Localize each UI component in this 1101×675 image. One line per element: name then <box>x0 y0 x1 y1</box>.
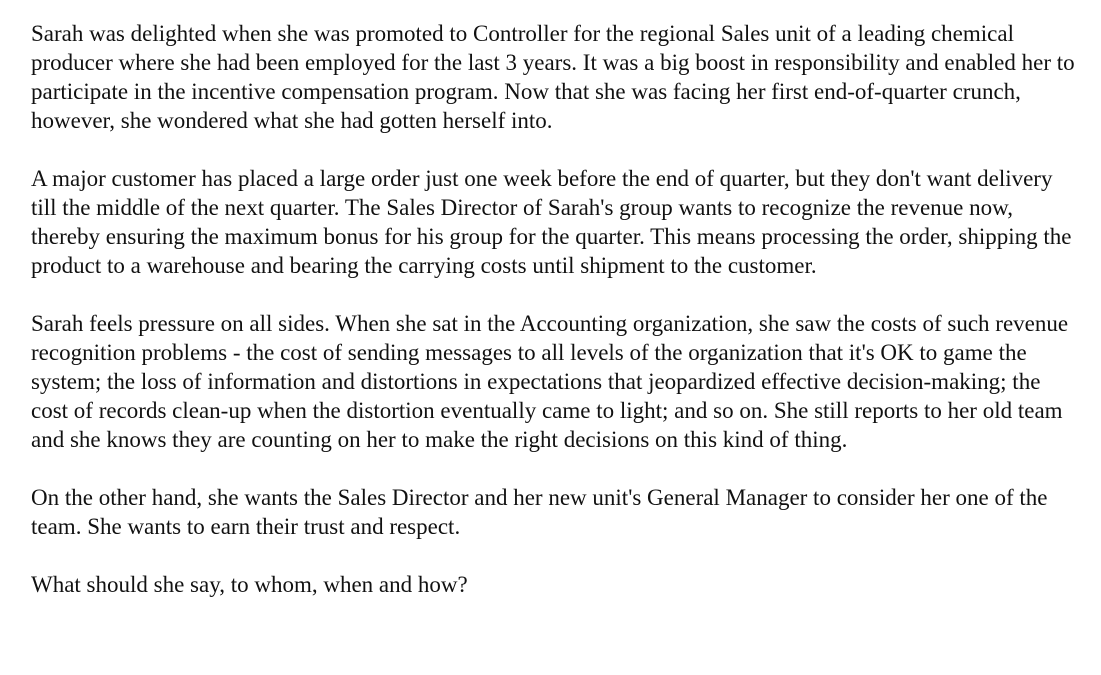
paragraph-pressure: Sarah feels pressure on all sides. When she sat in the Accounting organization, she saw the costs of such revenue recognition problems - the cost of sending messages to all levels of the organization that it's OK to game the system; the loss of information and distortions in expectations that jeopardized effective decision-making; the cost of records clean-up when the distortion eventually came to light; and so on. She still reports to her old team and she knows they are counting on her to make the right decisions on this kind of thing. <box>31 311 1069 452</box>
paragraph-team-trust: On the other hand, she wants the Sales Director and her new unit's General Manager to consider her one of the team. She wants to earn their trust and respect. <box>31 485 1048 539</box>
paragraph-introduction: Sarah was delighted when she was promoted to Controller for the regional Sales unit of a leading chemical producer where she had been employed for the last 3 years. It was a big boost in responsibility and enabled her to participate in the incentive compensation program. Now that she was facing her first end-of-quarter crunch, however, she wondered what she had gotten herself into. <box>31 21 1075 133</box>
paragraph-question: What should she say, to whom, when and how? <box>31 572 468 597</box>
paragraph-customer-order: A major customer has placed a large order just one week before the end of quarter, but they don't want delivery till the middle of the next quarter. The Sales Director of Sarah's group wants to recognize the revenue now, thereby ensuring the maximum bonus for his group for the quarter. This means processing the order, shipping the product to a warehouse and bearing the carrying costs until shipment to the customer. <box>31 166 1072 278</box>
